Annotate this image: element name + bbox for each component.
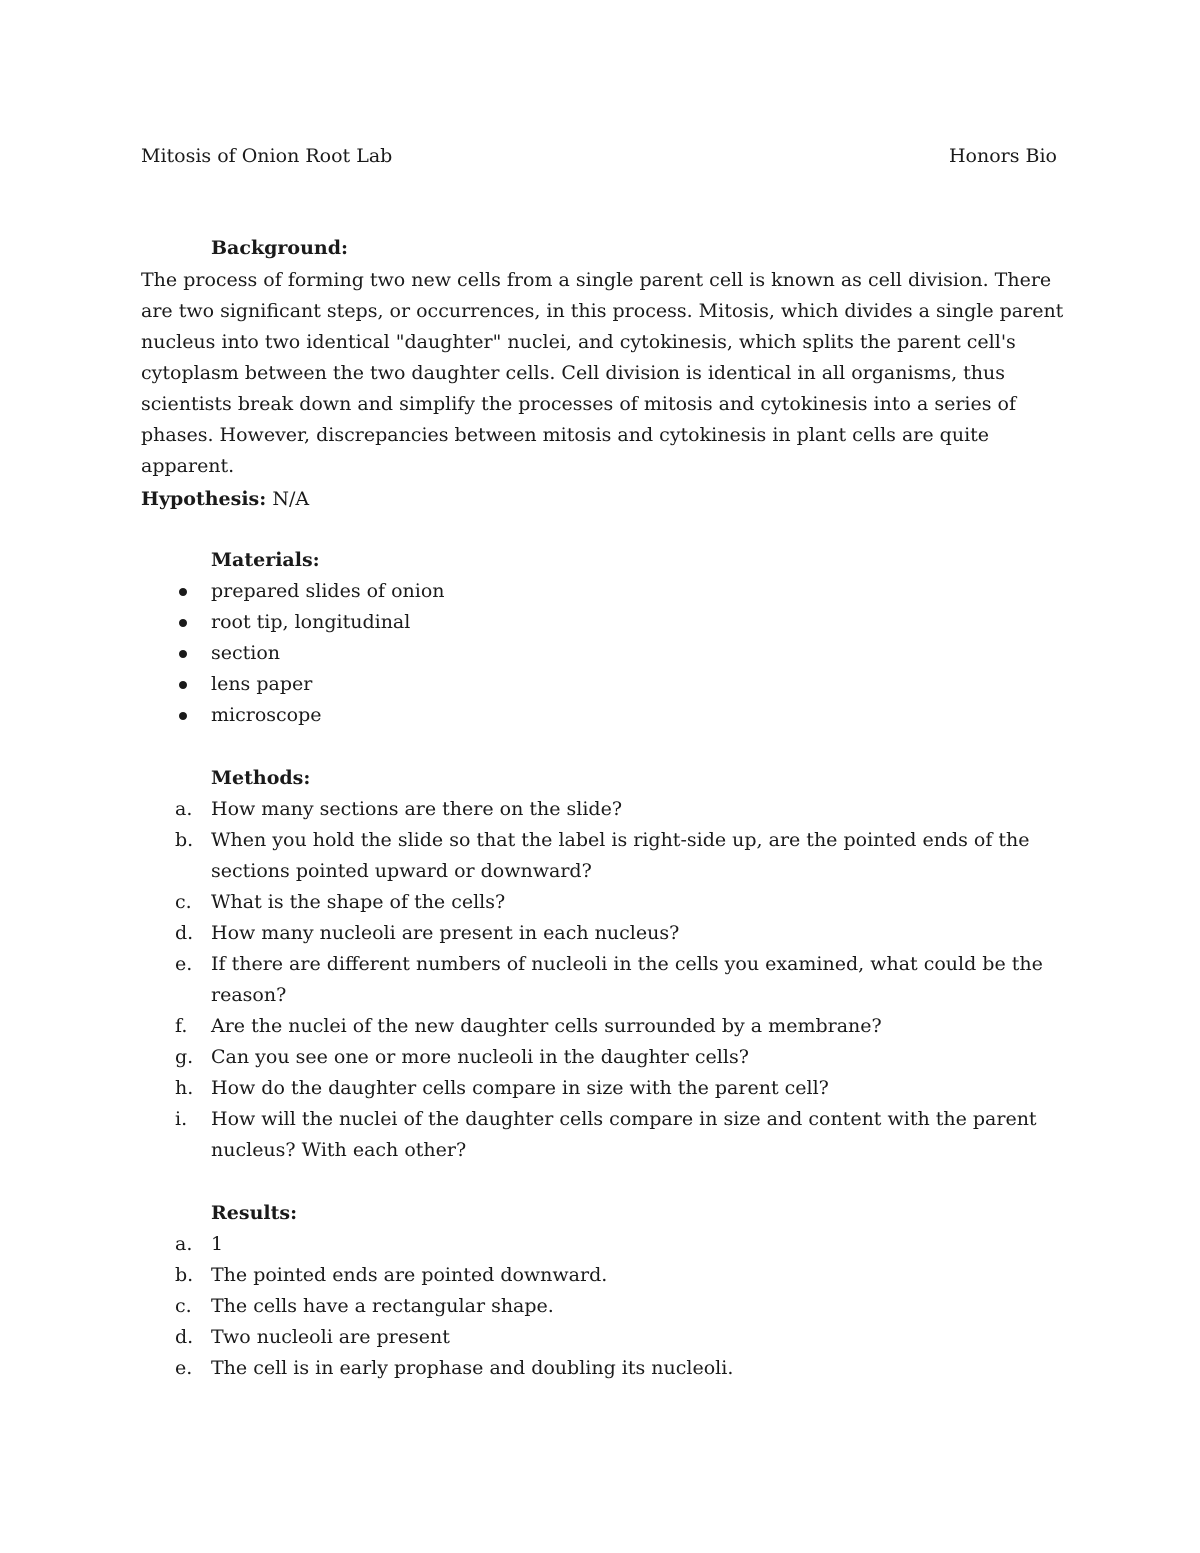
materials-list [141,576,1071,731]
background-paragraph: The process of forming two new cells from a single parent cell is known as cell division. There are two significant steps, or occurrences, in this process. Mitosis, which divides a single parent nucleus into two identical "daughter" nuclei, and cytokinesis, which splits the parent cell's cytoplasm between the two daughter cells. Cell division is identical in all organisms, thus scientists break down and simplify the processes of mitosis and cytokinesis into a series of phases. However, discrepancies between mitosis and cytokinesis in plant cells are quite apparent. [141,269,1064,477]
document-title: Mitosis of Onion Root Lab [141,145,393,167]
list-item: e. The cell is in early prophase and doubling its nucleoli. [141,1353,1071,1384]
list-marker: i. [175,1108,188,1130]
list-item: d. Two nucleoli are present [141,1322,1071,1353]
bullet-icon [179,712,187,720]
results-heading: Results: [211,1202,298,1224]
list-item: root tip, longitudinal [141,607,1071,638]
background-heading: Background: [211,237,348,259]
hypothesis-value: N/A [272,488,310,510]
list-item: i. How will the nuclei of the daughter cells compare in size and content with the parent nucleus? With each other? [141,1104,1071,1166]
list-marker: e. [175,953,193,975]
document-header [141,141,1057,172]
bullet-icon [179,650,187,658]
list-item: prepared slides of onion [141,576,1071,607]
list-marker: c. [175,891,192,913]
course-name: Honors Bio [948,145,1057,167]
list-marker: b. [175,1264,194,1286]
bullet-icon [179,619,187,627]
bullet-icon [179,681,187,689]
methods-list [141,794,1071,1166]
list-item: h. How do the daughter cells compare in size with the parent cell? [141,1073,1071,1104]
list-marker: d. [175,922,194,944]
list-item: b. When you hold the slide so that the label is right-side up, are the pointed ends of the sections pointed upward or downward? [141,825,1071,887]
methods-heading: Methods: [211,767,311,789]
bullet-icon [179,588,187,596]
list-item: b. The pointed ends are pointed downward. [141,1260,1071,1291]
list-item: e. If there are different numbers of nucleoli in the cells you examined, what could be the reason? [141,949,1071,1011]
list-marker: g. [175,1046,194,1068]
list-item: c. The cells have a rectangular shape. [141,1291,1071,1322]
list-marker: d. [175,1326,194,1348]
list-marker: a. [175,798,193,820]
list-item: d. How many nucleoli are present in each nucleus? [141,918,1071,949]
list-item: lens paper [141,669,1071,700]
list-item: a. 1 [141,1229,1071,1260]
list-item: c. What is the shape of the cells? [141,887,1071,918]
results-list [141,1229,1071,1384]
list-item: f. Are the nuclei of the new daughter cells surrounded by a membrane? [141,1011,1071,1042]
list-marker: c. [175,1295,192,1317]
list-marker: a. [175,1233,193,1255]
list-item: section [141,638,1071,669]
list-item: microscope [141,700,1071,731]
list-marker: e. [175,1357,193,1379]
list-item: g. Can you see one or more nucleoli in the daughter cells? [141,1042,1071,1073]
list-marker: h. [175,1077,194,1099]
list-marker: b. [175,829,194,851]
list-marker: f. [175,1015,188,1037]
hypothesis-label: Hypothesis: [141,488,267,510]
materials-heading: Materials: [211,549,320,571]
hypothesis-line [141,484,1071,515]
list-item: a. How many sections are there on the slide? [141,794,1071,825]
